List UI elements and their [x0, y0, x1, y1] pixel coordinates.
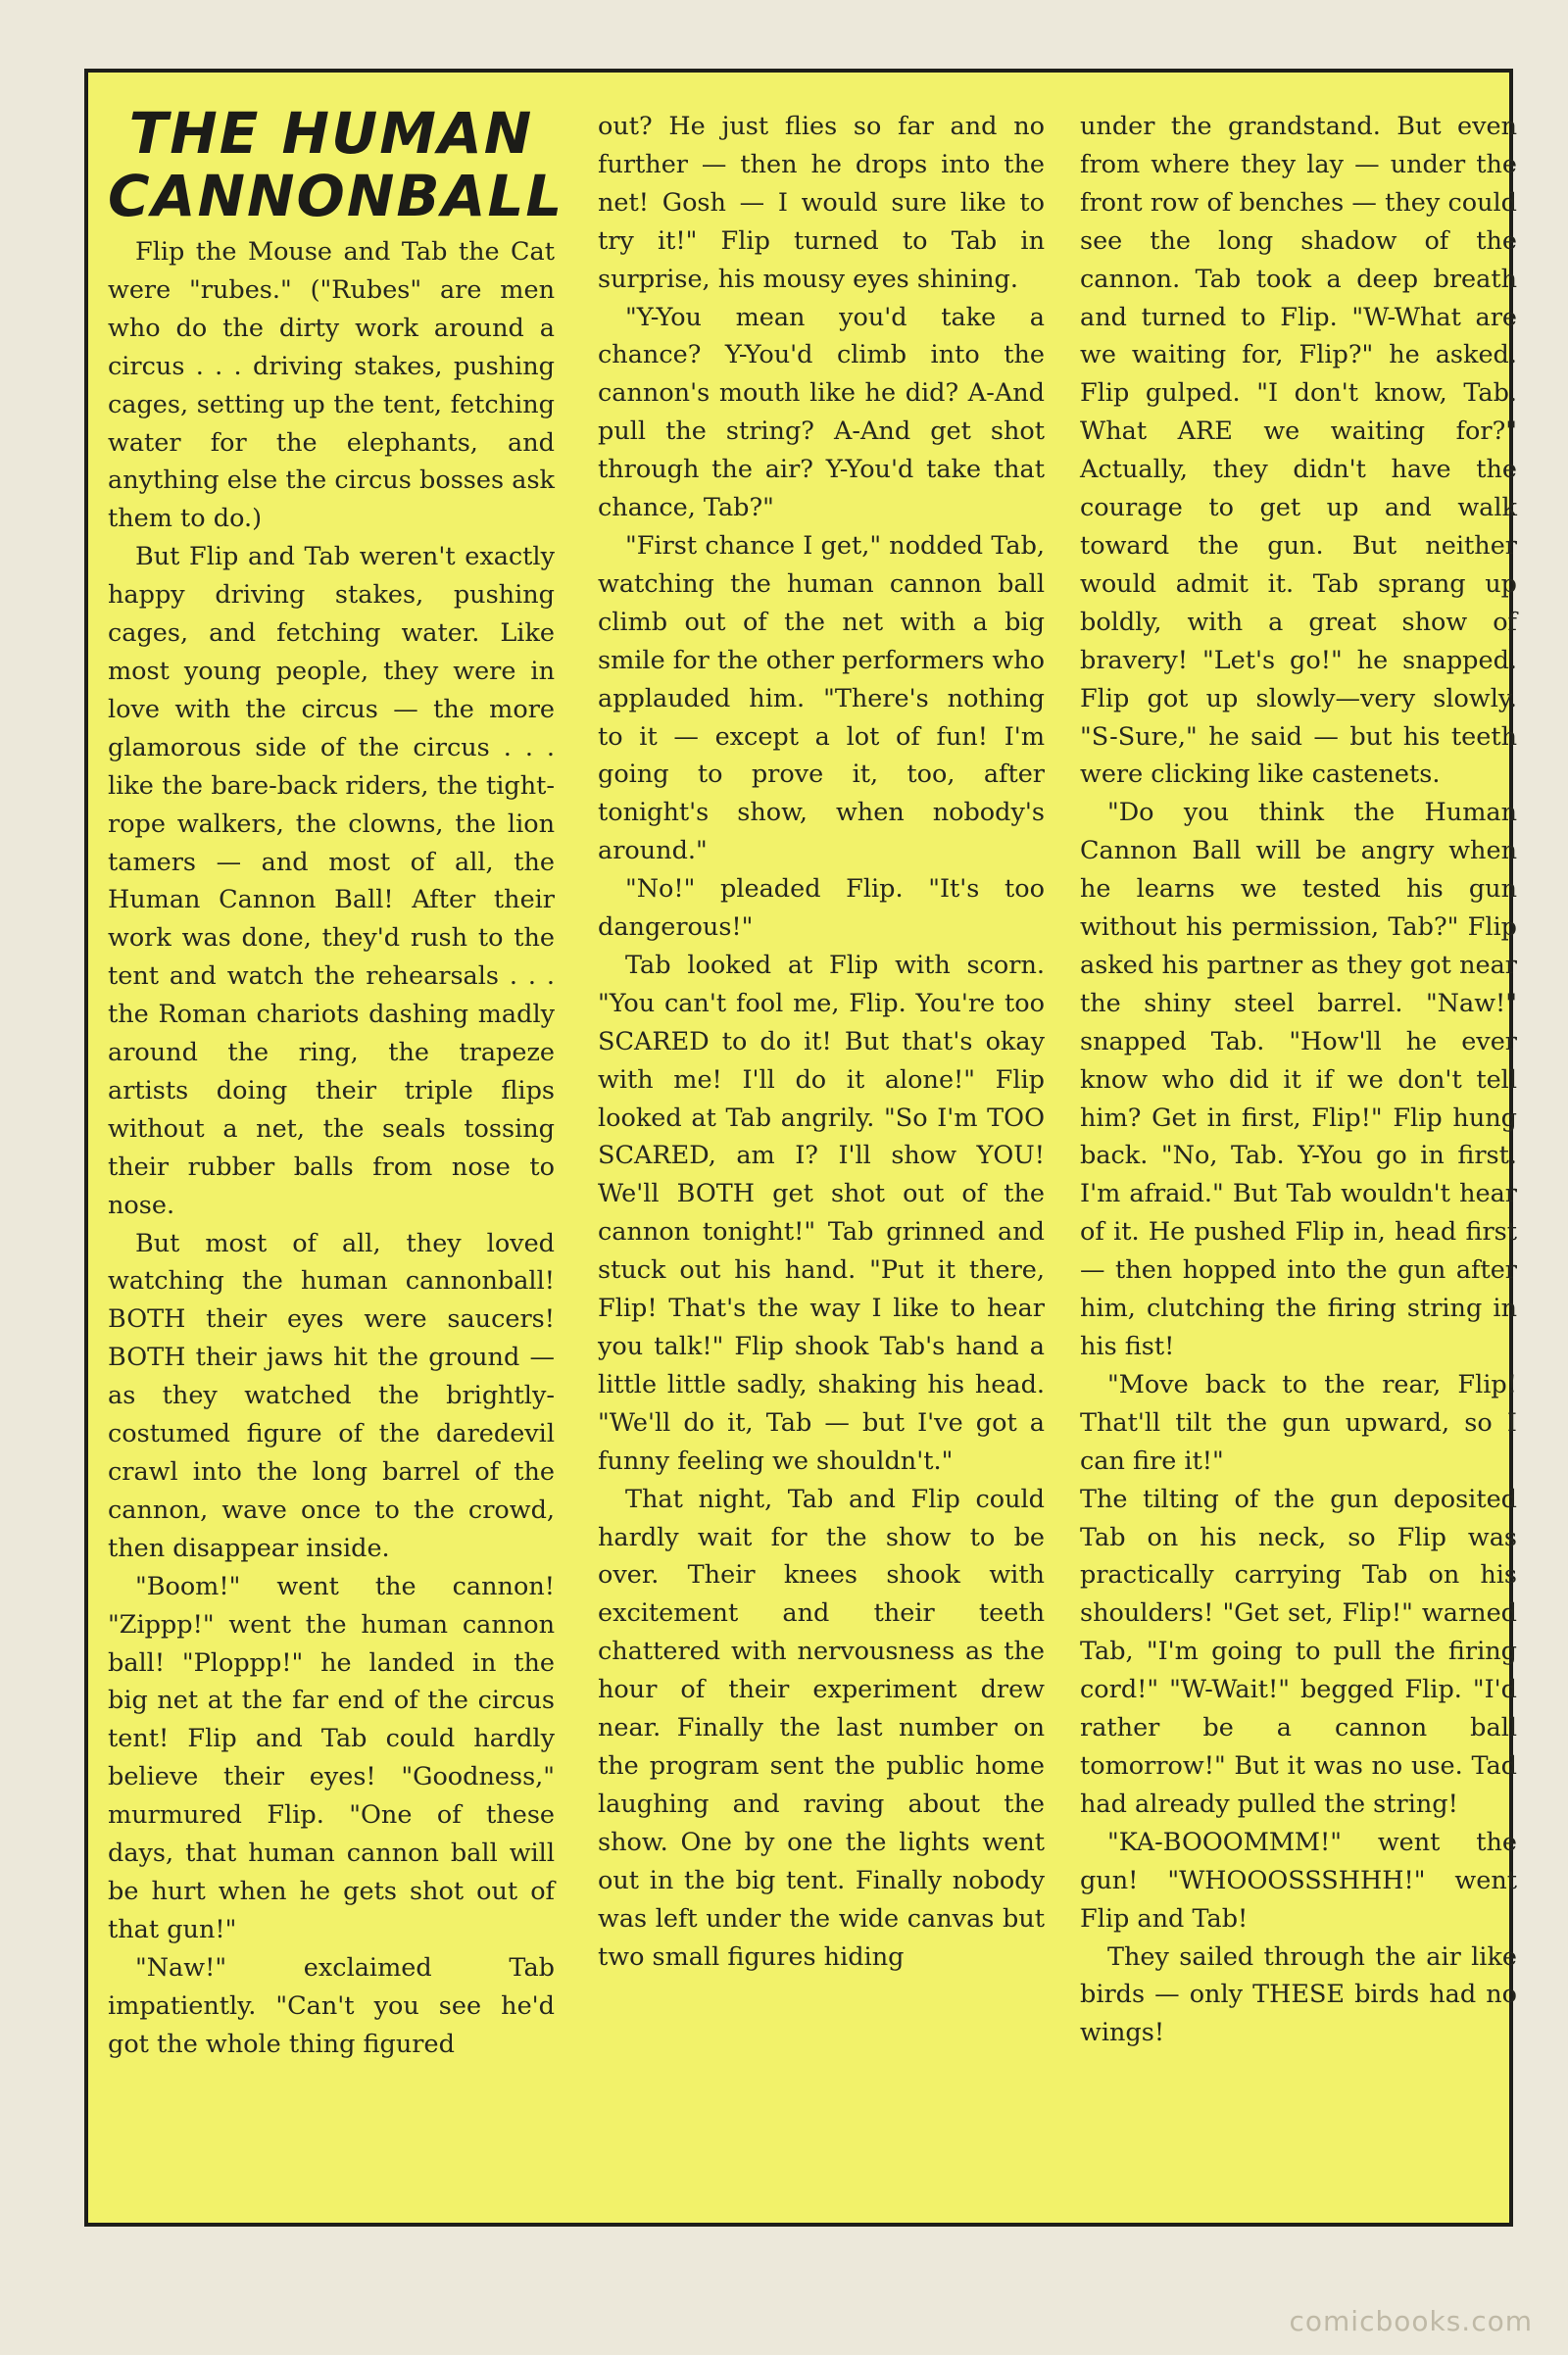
- text-column-2: [598, 108, 1045, 1976]
- paragraph: They sailed through the air like birds — only THESE birds had no wings!: [1080, 1941, 1517, 2048]
- story-panel: [84, 69, 1517, 2227]
- paragraph: "Boom!" went the cannon! "Zippp!" went the human cannon ball! "Ploppp!" he landed in the big net at the far end of the circus tent! Flip and Tab could hardly believe their eyes! "Goodness," murmured Flip. "One of these days, that human cannon ball will be hurt when he gets shot out of that gun!": [108, 1571, 555, 1944]
- paragraph: "KA-BOOOMMM!" went the gun! "WHOOOSSSHHH!" went Flip and Tab!: [1080, 1827, 1517, 1934]
- paragraph: "First chance I get," nodded Tab, watching the human cannon ball climb out of the net with a big smile for the other performers who applauded him. "There's nothing to it — except a lot of fun! I'm going to prove it, too, after tonight's show, when nobody's around.": [598, 530, 1045, 866]
- paragraph: The tilting of the gun deposited Tab on his neck, so Flip was practically carrying Tab on his shoulders! "Get set, Flip!" warned Tab, "I'm going to pull the firing cord!" "W-Wait!" begged Flip. "I'd rather be a cannon ball tomorrow!" But it was no use. Tad had already pulled the string!: [1080, 1484, 1517, 1819]
- title-line-2: CANNONBALL: [108, 163, 564, 229]
- paragraph: under the grandstand. But even from where they lay — under the front row of benches — they could see the long shadow of the cannon. Tab took a deep breath and turned to Flip. "W-What are we waiting for, Flip?" he asked. Flip gulped. "I don't know, Tab. What ARE we waiting for?" Actually, they didn't have the courage to get up and walk toward the gun. But neither would admit it. Tab sprang up boldly, with a great show of bravery! "Let's go!" he snapped. Flip got up slowly—very slowly. "S-Sure," he said — but his teeth were clicking like castenets.: [1080, 112, 1517, 790]
- site-watermark: comicbooks.com: [1289, 2305, 1533, 2337]
- title-line-1: THE HUMAN: [128, 100, 534, 167]
- text-column-1: [108, 100, 564, 2064]
- paragraph: "Y-You mean you'd take a chance? Y-You'd climb into the cannon's mouth like he did? A-And pull the string? A-And get shot through the air? Y-You'd take that chance, Tab?": [598, 302, 1045, 523]
- paragraph: But most of all, they loved watching the human cannonball! BOTH their eyes were saucers! BOTH their jaws hit the ground — as they watched the brightly-costumed figure of the daredevil crawl into the long barrel of the cannon, wave once to the crowd, then disappear inside.: [108, 1228, 555, 1563]
- paragraph: out? He just flies so far and no further — then he drops into the net! Gosh — I would sure like to try it!" Flip turned to Tab in surprise, his mousy eyes shining.: [598, 112, 1045, 294]
- story-title: [108, 100, 564, 229]
- paragraph: "Do you think the Human Cannon Ball will be angry when he learns we tested his gun without his permission, Tab?" Flip asked his partner as they got near the shiny steel barrel. "Naw!" snapped Tab. "How'll he ever know who did it if we don't tell him? Get in first, Flip!" Flip hung back. "No, Tab. Y-You go in first. I'm afraid." But Tab wouldn't hear of it. He pushed Flip in, head first — then hopped into the gun after him, clutching the firing string in his fist!: [1080, 798, 1517, 1361]
- text-column-3: [1080, 108, 1517, 2052]
- paragraph: That night, Tab and Flip could hardly wait for the show to be over. Their knees shook with excitement and their teeth chattered with nervousness as the hour of their experiment drew near. Finally the last number on the program sent the public home laughing and raving about the show. One by one the lights went out in the big tent. Finally nobody was left under the wide canvas but two small figures hiding: [598, 1484, 1045, 1972]
- paragraph: But Flip and Tab weren't exactly happy driving stakes, pushing cages, and fetching water. Like most young people, they were in love with the circus — the more glamorous side of the circus . . . like the bare-back riders, the tight-rope walkers, the clowns, the lion tamers — and most of all, the Human Cannon Ball! After their work was done, they'd rush to the tent and watch the rehearsals . . . the Roman chariots dashing madly around the ring, the trapeze artists doing their triple flips without a net, the seals tossing their rubber balls from nose to nose.: [108, 542, 555, 1220]
- paragraph: Flip the Mouse and Tab the Cat were "rubes." ("Rubes" are men who do the dirty work around a circus . . . driving stakes, pushing cages, setting up the tent, fetching water for the elephants, and anything else the circus bosses ask them to do.): [108, 237, 555, 534]
- paragraph: Tab looked at Flip with scorn. "You can't fool me, Flip. You're too SCARED to do it! But that's okay with me! I'll do it alone!" Flip looked at Tab angrily. "So I'm TOO SCARED, am I? I'll show YOU! We'll BOTH get shot out of the cannon tonight!" Tab grinned and stuck out his hand. "Put it there, Flip! That's the way I like to hear you talk!" Flip shook Tab's hand a little little sadly, shaking his head. "We'll do it, Tab — but I've got a funny feeling we shouldn't.": [598, 950, 1045, 1476]
- paragraph: "No!" pleaded Flip. "It's too dangerous!": [598, 874, 1045, 943]
- paragraph: "Naw!" exclaimed Tab impatiently. "Can't you see he'd got the whole thing figured: [108, 1952, 555, 2059]
- paragraph: "Move back to the rear, Flip! That'll tilt the gun upward, so I can fire it!": [1080, 1369, 1517, 1476]
